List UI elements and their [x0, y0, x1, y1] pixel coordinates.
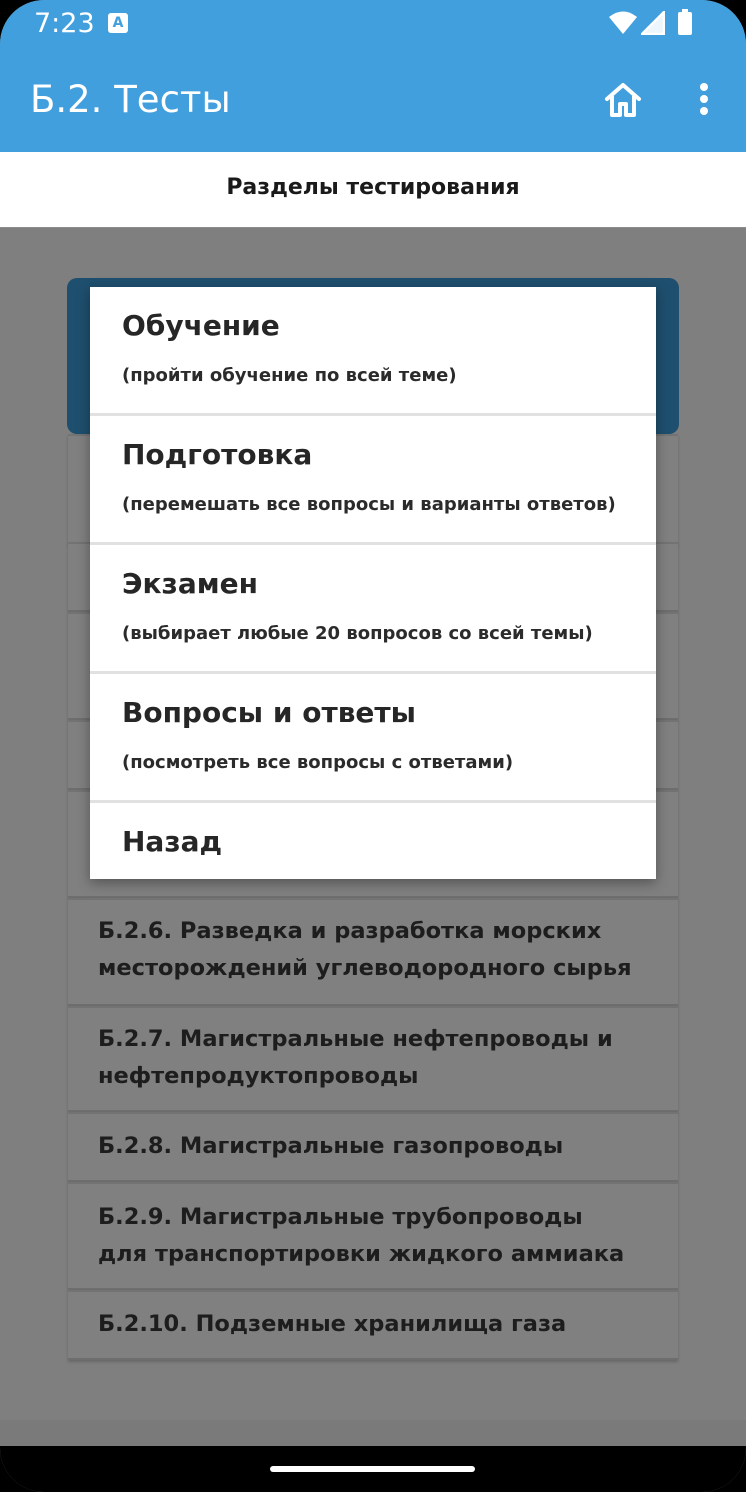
- app-title: Б.2. Тесты: [30, 78, 231, 121]
- option-title: Обучение: [122, 309, 280, 342]
- option-description: (посмотреть все вопросы с ответами): [122, 752, 514, 773]
- notification-app-icon: A: [108, 13, 128, 33]
- list-item[interactable]: [68, 1182, 678, 1290]
- more-vert-icon[interactable]: [696, 80, 712, 120]
- option-description: (перемешать все вопросы и варианты ответов): [122, 494, 616, 515]
- option-preparation[interactable]: [90, 416, 656, 545]
- option-description: (пройти обучение по всей теме): [122, 365, 457, 386]
- list-item-label: Б.2.8. Магистральные газопроводы: [98, 1133, 564, 1159]
- battery-icon: [677, 9, 693, 35]
- list-item[interactable]: [68, 898, 678, 1006]
- option-training[interactable]: [90, 287, 656, 416]
- signal-icon: [641, 11, 665, 35]
- option-questions-answers[interactable]: [90, 674, 656, 803]
- list-item-label: Б.2.9. Магистральные трубопроводы для транспортировки жидкого аммиака: [98, 1204, 625, 1267]
- list-item[interactable]: [68, 1290, 678, 1360]
- option-title: Подготовка: [122, 438, 313, 471]
- back-button[interactable]: [90, 803, 656, 879]
- list-item[interactable]: [68, 1006, 678, 1112]
- list-item-label: Б.2.7. Магистральные нефтепроводы и нефтепродуктопроводы: [98, 1026, 613, 1089]
- bottom-strip: [0, 1420, 746, 1446]
- section-header: Разделы тестирования: [0, 152, 746, 229]
- list-item-label: Б.2.6. Разведка и разработка морских месторождений углеводородного сырья: [98, 918, 632, 981]
- list-item[interactable]: [68, 1112, 678, 1182]
- option-title: Вопросы и ответы: [122, 696, 416, 729]
- mode-select-dialog: [90, 287, 656, 879]
- option-title: Экзамен: [122, 567, 258, 600]
- list-item-label: Б.2.10. Подземные хранилища газа: [98, 1311, 567, 1337]
- system-nav-bar: [0, 1446, 746, 1492]
- option-exam[interactable]: [90, 545, 656, 674]
- status-time: 7:23: [34, 8, 95, 39]
- option-description: (выбирает любые 20 вопросов со всей темы): [122, 623, 593, 644]
- app-bar: [0, 0, 746, 152]
- wifi-icon: [608, 11, 638, 35]
- home-icon[interactable]: [603, 80, 643, 120]
- back-button-label: Назад: [122, 825, 223, 858]
- home-gesture-handle[interactable]: [270, 1466, 475, 1472]
